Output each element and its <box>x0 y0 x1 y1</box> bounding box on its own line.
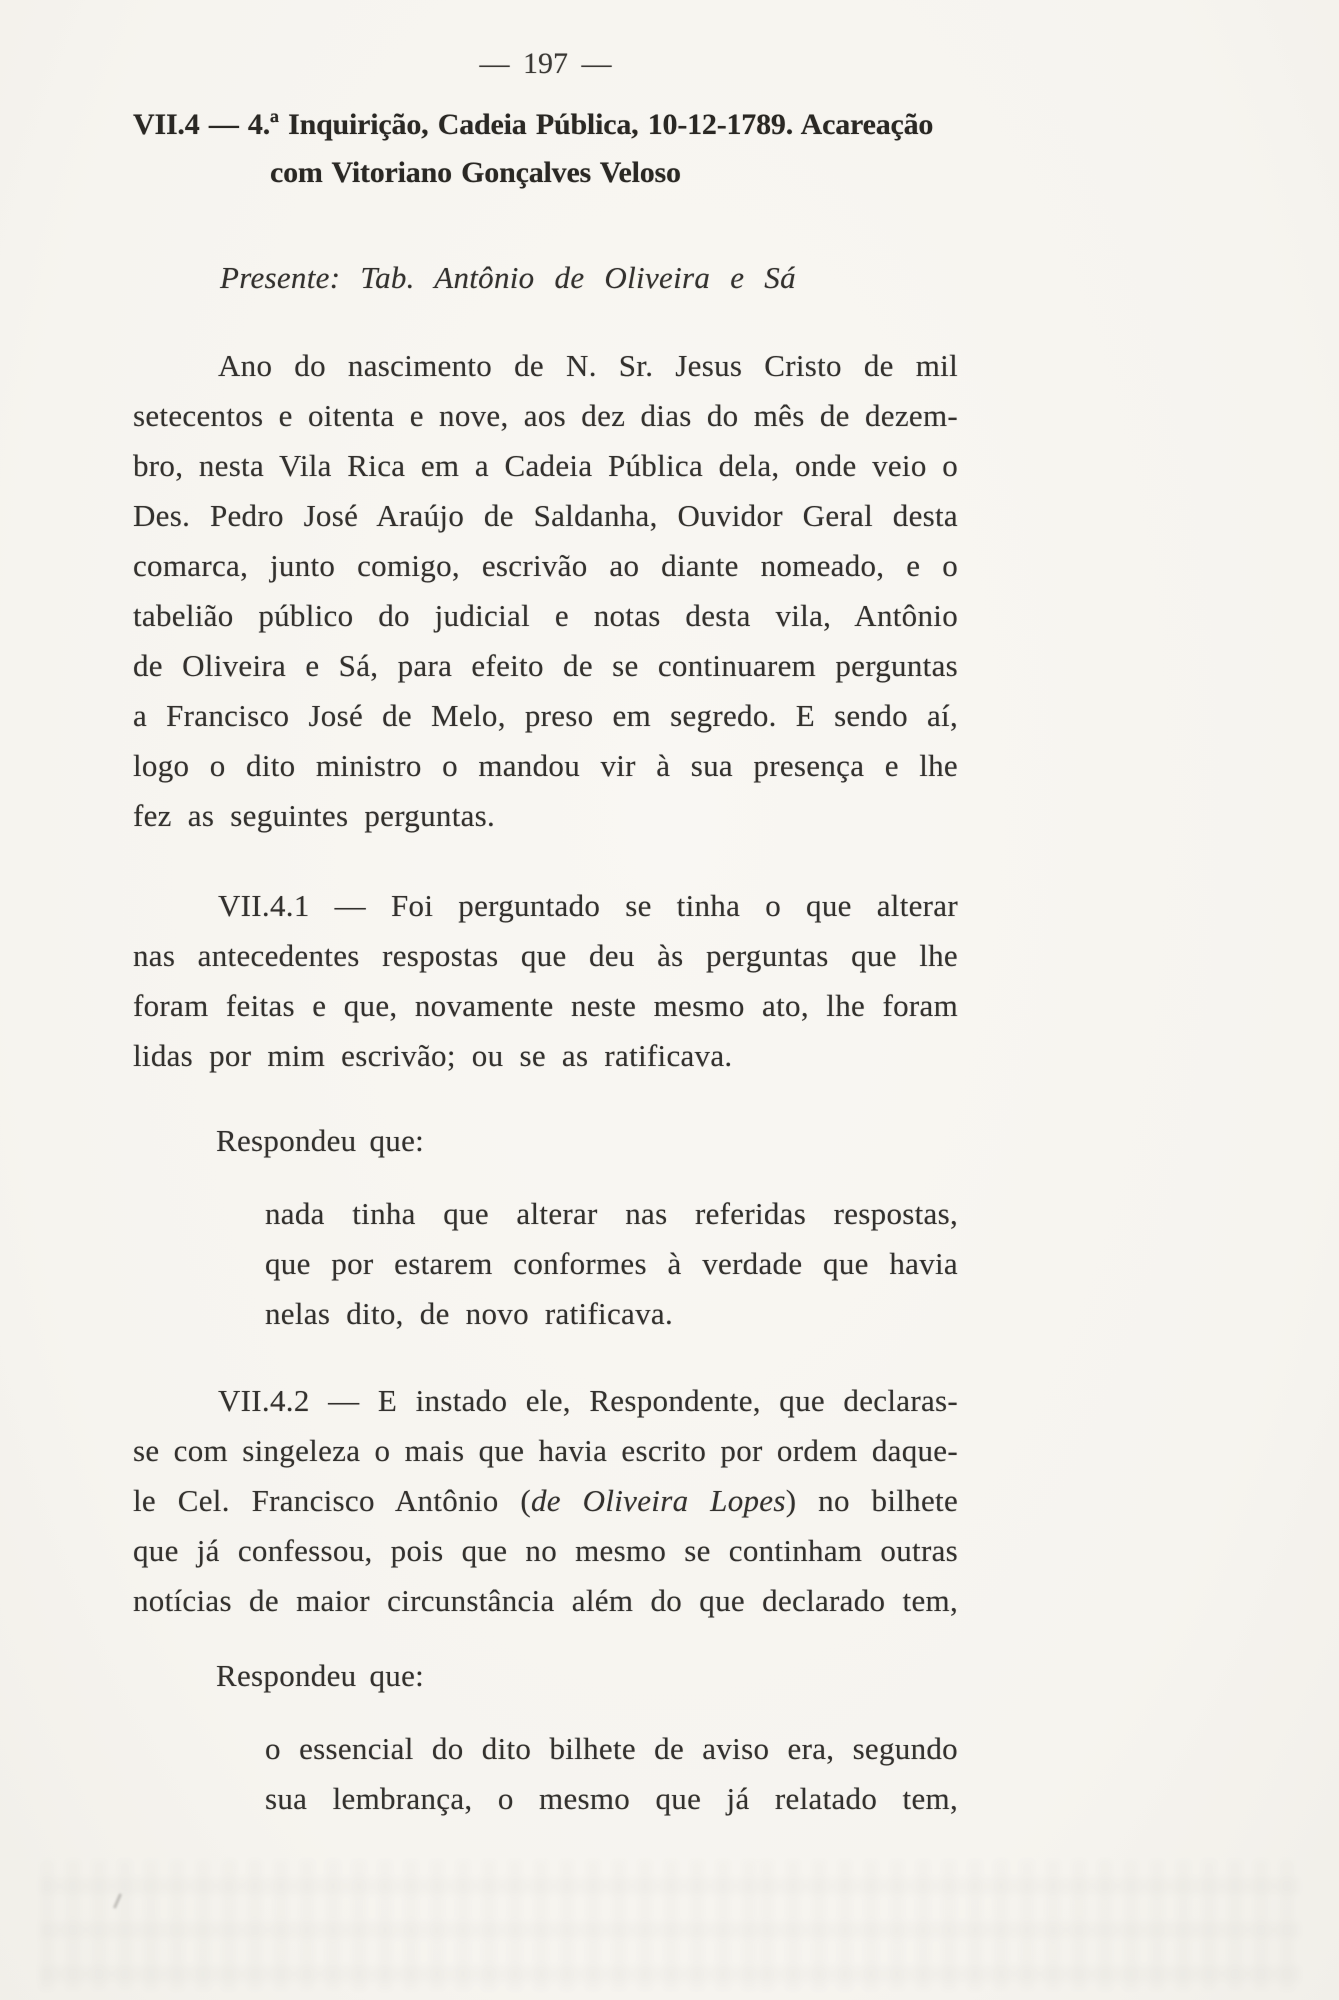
text-segment: le Cel. Francisco Antônio ( <box>133 1483 531 1518</box>
page-number: — 197 — <box>479 47 612 80</box>
text-line: nada tinha que alterar nas referidas respostas, <box>265 1196 958 1231</box>
heading-line-1: VII.4 — 4.ª Inquirição, Cadeia Pública, 10-12-1789. Acareação <box>133 108 934 141</box>
text-line: a Francisco José de Melo, preso em segredo. E sendo aí, <box>133 698 958 733</box>
response-label: Respondeu que: <box>216 1123 425 1158</box>
text-line: VII.4.2 — E instado ele, Respondente, que declaras- <box>218 1383 958 1418</box>
text-line: setecentos e oitenta e nove, aos dez dias do mês de dezem- <box>133 398 958 433</box>
response-label: Respondeu que: <box>216 1658 425 1693</box>
text-line: foram feitas e que, novamente neste mesmo ato, lhe foram <box>133 988 958 1023</box>
paragraph <box>133 1376 958 1626</box>
response-block <box>265 1724 958 1824</box>
text-line: fez as seguintes perguntas. <box>133 798 496 833</box>
document-body <box>133 341 958 1824</box>
text-line <box>133 1476 958 1526</box>
text-line: o essencial do dito bilhete de aviso era, segundo <box>265 1731 958 1766</box>
section-heading <box>133 101 958 197</box>
text-line: que por estarem conformes à verdade que havia <box>265 1246 958 1281</box>
text-line: se com singeleza o mais que havia escrito por ordem daque- <box>133 1433 958 1468</box>
paragraph <box>133 341 958 841</box>
text-line: VII.4.1 — Foi perguntado se tinha o que alterar <box>218 888 958 923</box>
text-line: que já confessou, pois que no mesmo se continham outras <box>133 1533 958 1568</box>
text-column <box>133 0 958 1824</box>
text-line: nelas dito, de novo ratificava. <box>265 1296 674 1331</box>
text-line: logo o dito ministro o mandou vir à sua presença e lhe <box>133 748 958 783</box>
heading-line-2: com Vitoriano Gonçalves Veloso <box>270 156 681 189</box>
text-line: notícias de maior circunstância além do que declarado tem, <box>133 1583 958 1618</box>
text-line: lidas por mim escrivão; ou se as ratificava. <box>133 1038 733 1073</box>
text-line: nas antecedentes respostas que deu às perguntas que lhe <box>133 938 958 973</box>
text-line: tabelião público do judicial e notas desta vila, Antônio <box>133 598 958 633</box>
text-line: Ano do nascimento de N. Sr. Jesus Cristo de mil <box>218 348 958 383</box>
text-line: comarca, junto comigo, escrivão ao diante nomeado, e o <box>133 548 958 583</box>
text-line: Des. Pedro José Araújo de Saldanha, Ouvidor Geral desta <box>133 498 958 533</box>
paragraph <box>133 881 958 1081</box>
bleed-through-texture <box>40 1860 1300 1990</box>
text-line: sua lembrança, o mesmo que já relatado tem, <box>265 1781 958 1816</box>
response-block <box>265 1189 958 1339</box>
italic-segment: de Oliveira Lopes <box>531 1483 786 1518</box>
present-notary-line: Presente: Tab. Antônio de Oliveira e Sá <box>220 260 796 295</box>
text-line: de Oliveira e Sá, para efeito de se continuarem perguntas <box>133 648 958 683</box>
text-segment: ) no bilhete <box>785 1483 959 1518</box>
text-line: bro, nesta Vila Rica em a Cadeia Pública dela, onde veio o <box>133 448 958 483</box>
